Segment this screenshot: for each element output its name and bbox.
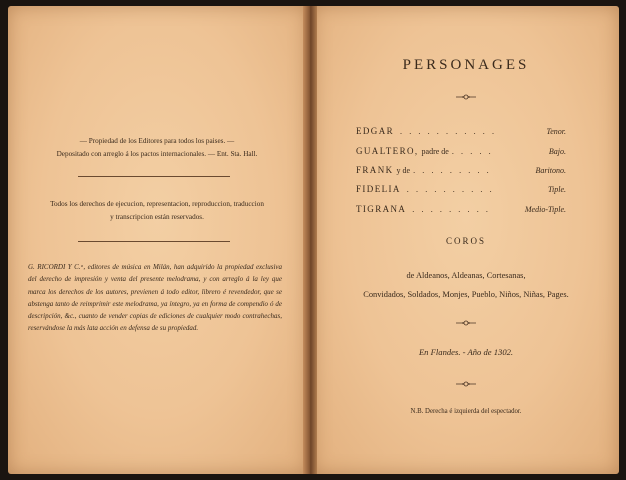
cast-relation: y de bbox=[396, 166, 411, 175]
setting-line: En Flandes. - Año de 1302. bbox=[418, 347, 514, 357]
cast-leader-dots: . . . . . . . . . . . bbox=[400, 127, 497, 136]
left-page bbox=[8, 6, 307, 474]
rights-line: y transcripcion están reservados. bbox=[110, 213, 204, 221]
cast-voice: Baritono. bbox=[535, 166, 566, 175]
ornament-icon bbox=[455, 381, 477, 387]
cast-name: TIGRANA bbox=[356, 204, 407, 214]
cast-leader-dots: . . . . . . . . . . bbox=[406, 185, 495, 194]
cast-row-gualtero bbox=[356, 146, 566, 160]
notice-line: Depositado con arreglo á los pactos internacionales. — Ent. Sta. Hall. bbox=[56, 150, 258, 158]
page-title: PERSONAGES bbox=[402, 57, 530, 73]
copyright-notice bbox=[24, 135, 290, 161]
cast-leader-dots: . . . . . bbox=[451, 147, 494, 156]
cast-name: FIDELIA bbox=[356, 184, 401, 194]
cast-row-edgar bbox=[356, 126, 566, 140]
cast-voice: Tenor. bbox=[546, 127, 566, 136]
coros-line: Convidados, Soldados, Monjes, Pueblo, Niños, Niñas, Pages. bbox=[363, 290, 569, 299]
rights-line: Todos los derechos de ejecucion, representacion, reproduccion, traduccion bbox=[50, 200, 264, 208]
coros-list bbox=[340, 266, 592, 304]
divider-rule bbox=[78, 241, 230, 242]
cast-name: FRANK bbox=[356, 165, 394, 175]
ornament-icon bbox=[455, 320, 477, 326]
cast-name: GUALTERO, bbox=[356, 146, 419, 156]
ricordi-publisher-notice: G. RICORDI Y C.ᵃ, editores de música en Milán, han adquirido la propiedad exclusiva del derecho de impresión y venta del presente melodrama, y con arreglo á la ley que marca los derechos de los autores, previenen á todo editor, librero é revendedor, que se abstenga tanto de reimprimir este melodrama, ya íntegro, ya en forma de compendio ó de descripción, &c., cuanto de vender copias de ediciones de cualquier modo contrahechas, reservándose la más lata acción en defensa de su propiedad. bbox=[28, 263, 282, 333]
cast-row-frank bbox=[356, 165, 566, 179]
cast-leader-dots: . . . . . . . . . bbox=[413, 166, 492, 175]
divider-rule bbox=[78, 176, 230, 177]
cast-voice: Tiple. bbox=[547, 185, 566, 194]
cast-row-fidelia bbox=[356, 184, 566, 198]
cast-relation: padre de bbox=[421, 147, 449, 156]
cast-leader-dots: . . . . . . . . . bbox=[412, 205, 491, 214]
cast-voice: Medio-Tiple. bbox=[524, 205, 566, 214]
cast-name: EDGAR bbox=[356, 126, 394, 136]
coros-heading: COROS bbox=[445, 236, 486, 246]
cast-voice: Bajo. bbox=[548, 147, 566, 156]
notice-line: — Propiedad de los Editores para todos los paises. — bbox=[79, 137, 235, 145]
stage-direction-note: N.B. Derecha é izquierda del espectador. bbox=[410, 408, 522, 415]
cast-row-tigrana bbox=[356, 204, 566, 218]
coros-line: de Aldeanos, Aldeanas, Cortesanas, bbox=[406, 271, 526, 280]
ornament-icon bbox=[455, 94, 477, 100]
rights-reserved-notice bbox=[24, 198, 290, 224]
